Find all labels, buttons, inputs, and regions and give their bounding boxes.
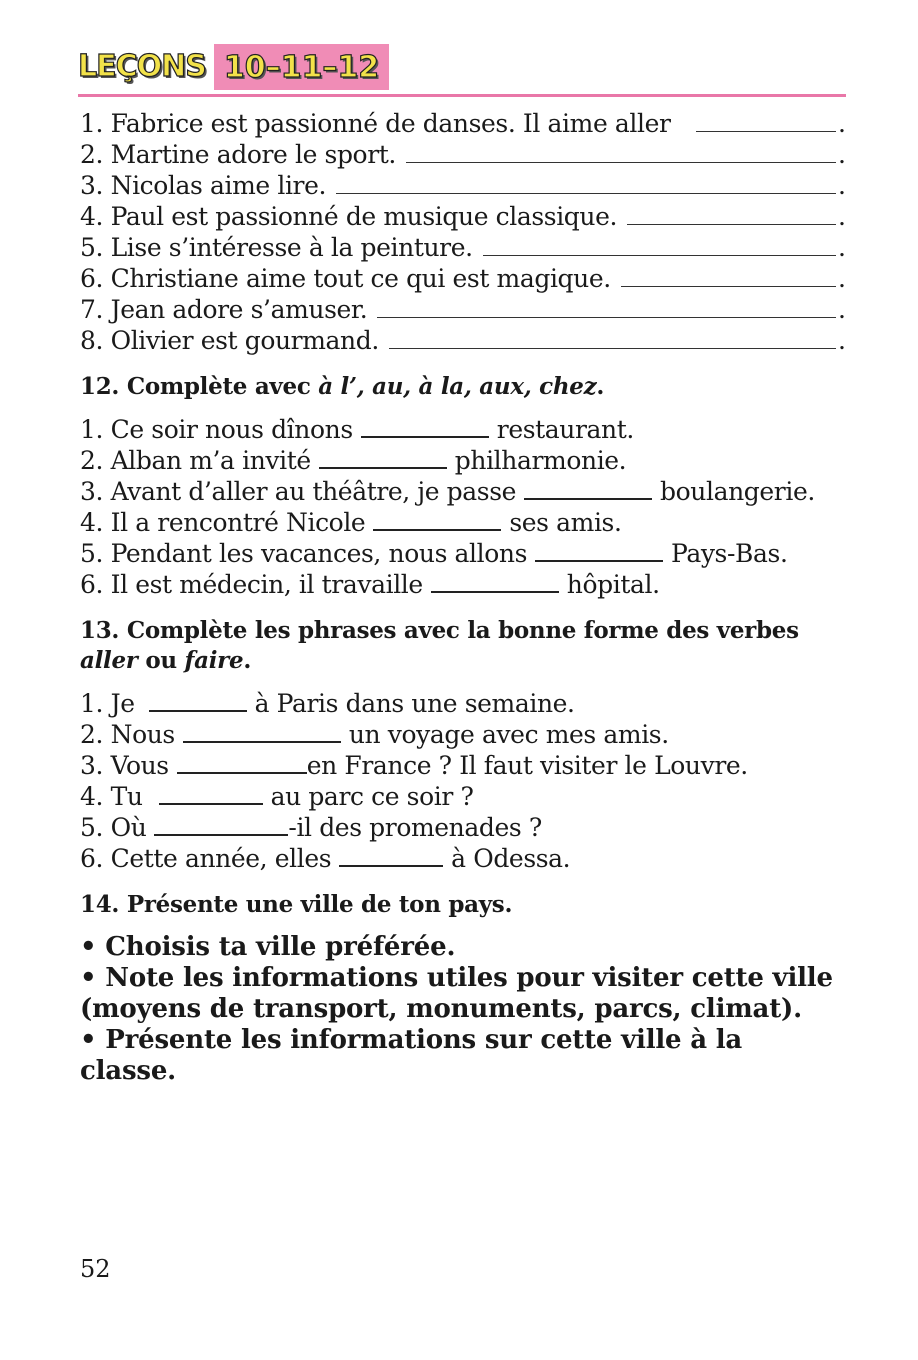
bullet-item-continuation: (moyens de transport, monuments, parcs, climat).: [80, 994, 802, 1024]
list-item: 5. Lise s’intéresse à la peinture. .: [80, 233, 846, 262]
answer-blank[interactable]: [183, 719, 341, 743]
answer-blank[interactable]: [154, 812, 288, 836]
list-item: 4. Paul est passionné de musique classique. .: [80, 202, 846, 231]
answer-blank[interactable]: [361, 414, 489, 438]
list-item: 4. Il a rencontré Nicole ses amis.: [80, 508, 622, 537]
answer-line[interactable]: [621, 264, 836, 287]
exercise-11-list: [80, 108, 844, 356]
list-item: 4. Tu au parc ce soir ?: [80, 782, 474, 811]
answer-blank[interactable]: [159, 781, 263, 805]
answer-blank[interactable]: [535, 538, 663, 562]
answer-blank[interactable]: [149, 688, 247, 712]
list-item: 1. Je à Paris dans une semaine.: [80, 689, 575, 718]
exercise-12-list: [80, 414, 844, 600]
lecons-label: LEÇONS: [78, 49, 206, 84]
header-divider: [78, 94, 846, 97]
bullet-item: • Présente les informations sur cette ville à la classe.: [80, 1025, 743, 1086]
exercise-13-title: 13. Complète les phrases avec la bonne forme des verbes aller ou faire.: [80, 617, 799, 674]
answer-blank[interactable]: [177, 750, 307, 774]
answer-line[interactable]: [336, 171, 836, 194]
answer-line[interactable]: [483, 233, 836, 256]
list-item: 6. Il est médecin, il travaille hôpital.: [80, 570, 660, 599]
answer-blank[interactable]: [319, 445, 447, 469]
answer-line[interactable]: [406, 140, 836, 163]
answer-line[interactable]: [389, 326, 836, 349]
list-item: 5. Où -il des promenades ?: [80, 813, 542, 842]
list-item: 5. Pendant les vacances, nous allons Pays-Bas.: [80, 539, 788, 568]
page-content: [80, 108, 844, 1087]
list-item: 2. Alban m’a invité philharmonie.: [80, 446, 627, 475]
lesson-header: [78, 44, 389, 90]
answer-blank[interactable]: [373, 507, 501, 531]
exercise-12-title: 12. Complète avec à l’, au, à la, aux, chez.: [80, 373, 605, 400]
answer-line[interactable]: [377, 295, 836, 318]
list-item: 1. Fabrice est passionné de danses. Il aime aller .: [80, 109, 846, 138]
list-item: 6. Christiane aime tout ce qui est magique. .: [80, 264, 846, 293]
bullet-item: • Choisis ta ville préférée.: [80, 932, 456, 962]
list-item: 6. Cette année, elles à Odessa.: [80, 844, 571, 873]
lesson-numbers-badge: 10–11–12: [214, 44, 389, 90]
list-item: 2. Nous un voyage avec mes amis.: [80, 720, 669, 749]
answer-blank[interactable]: [339, 843, 443, 867]
exercise-13-list: [80, 688, 844, 874]
list-item: 8. Olivier est gourmand. .: [80, 326, 846, 355]
page-number: 52: [80, 1255, 111, 1283]
list-item: 7. Jean adore s’amuser. .: [80, 295, 846, 324]
list-item: 1. Ce soir nous dînons restaurant.: [80, 415, 634, 444]
bullet-item: • Note les informations utiles pour visiter cette ville: [80, 963, 833, 993]
list-item: 2. Martine adore le sport. .: [80, 140, 846, 169]
answer-line[interactable]: [627, 202, 836, 225]
list-item: 3. Avant d’aller au théâtre, je passe boulangerie.: [80, 477, 815, 506]
answer-line[interactable]: [696, 109, 836, 132]
answer-blank[interactable]: [524, 476, 652, 500]
answer-blank[interactable]: [431, 569, 559, 593]
list-item: 3. Nicolas aime lire. .: [80, 171, 846, 200]
exercise-14-bullets: [80, 932, 844, 1087]
exercise-14-title: 14. Présente une ville de ton pays.: [80, 891, 513, 918]
list-item: 3. Vous en France ? Il faut visiter le Louvre.: [80, 751, 748, 780]
